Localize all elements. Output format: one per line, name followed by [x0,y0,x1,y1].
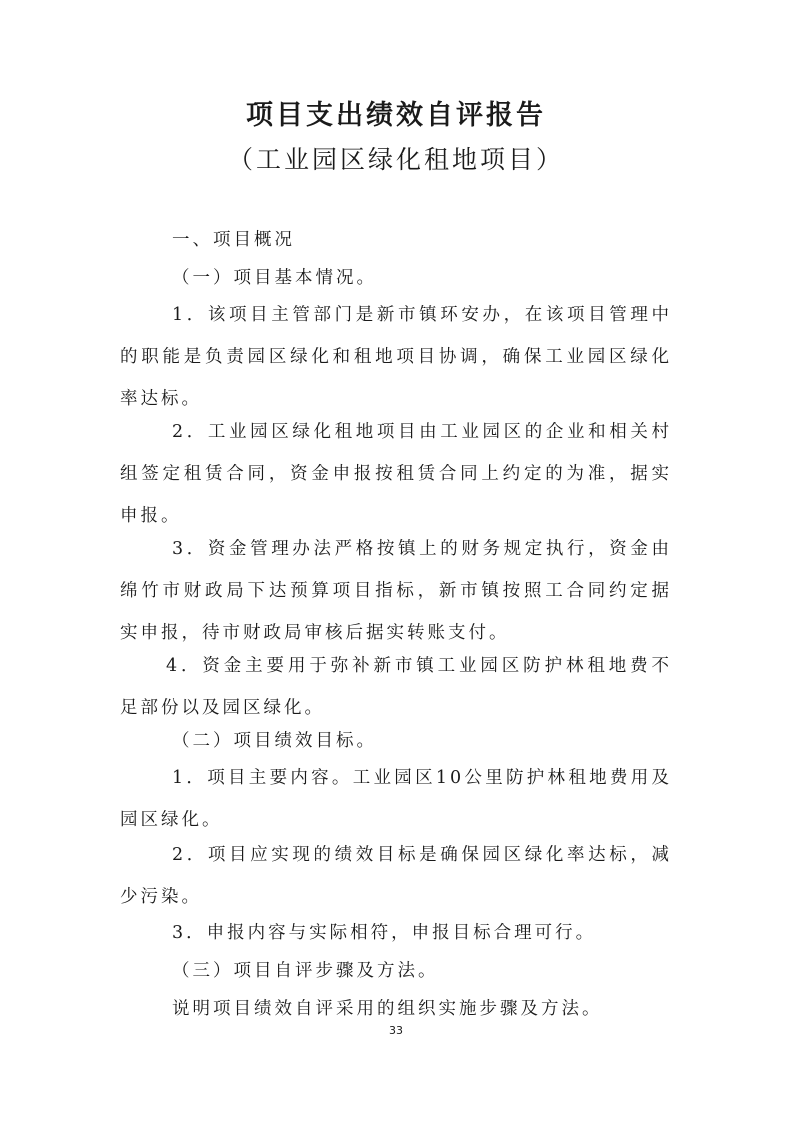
subsection-heading-basic-info: （一）项目基本情况。 [172,268,377,288]
paragraph-self-evaluation-desc: 说明项目绩效自评采用的组织实施步骤及方法。 [172,999,603,1019]
paragraph-goal-3: 3．申报内容与实际相符，申报目标合理可行。 [172,923,597,943]
paragraph-item-1: 1．该项目主管部门是新市镇环安办，在该项目管理中的职能是负责园区绿化和租地项目协调，确保工业园区绿化率达标。 [120,305,672,409]
subsection-heading-performance-goals: （二）项目绩效目标。 [172,731,377,751]
paragraph-item-2: 2．工业园区绿化租地项目由工业园区的企业和相关村组签定租赁合同，资金申报按租赁合同上约定的为准，据实申报。 [120,422,672,526]
paragraph-item-4: 4．资金主要用于弥补新市镇工业园区防护林租地费不足部份以及园区绿化。 [120,656,672,718]
page-number: 33 [389,1024,403,1037]
document-subtitle: （工业园区绿化租地项目） [227,145,564,174]
paragraph-goal-1: 1．项目主要内容。工业园区10公里防护林租地费用及园区绿化。 [120,768,672,830]
paragraph-item-3: 3．资金管理办法严格按镇上的财务规定执行，资金由绵竹市财政局下达预算项目指标，新市镇按照工合同约定据实申报，待市财政局审核后据实转账支付。 [120,539,672,643]
paragraph-goal-2: 2．项目应实现的绩效目标是确保园区绿化率达标，减少污染。 [120,845,672,907]
subsection-heading-self-evaluation: （三）项目自评步骤及方法。 [172,961,439,981]
section-heading-overview: 一、项目概况 [172,230,295,250]
document-title: 项目支出绩效自评报告 [246,100,546,131]
